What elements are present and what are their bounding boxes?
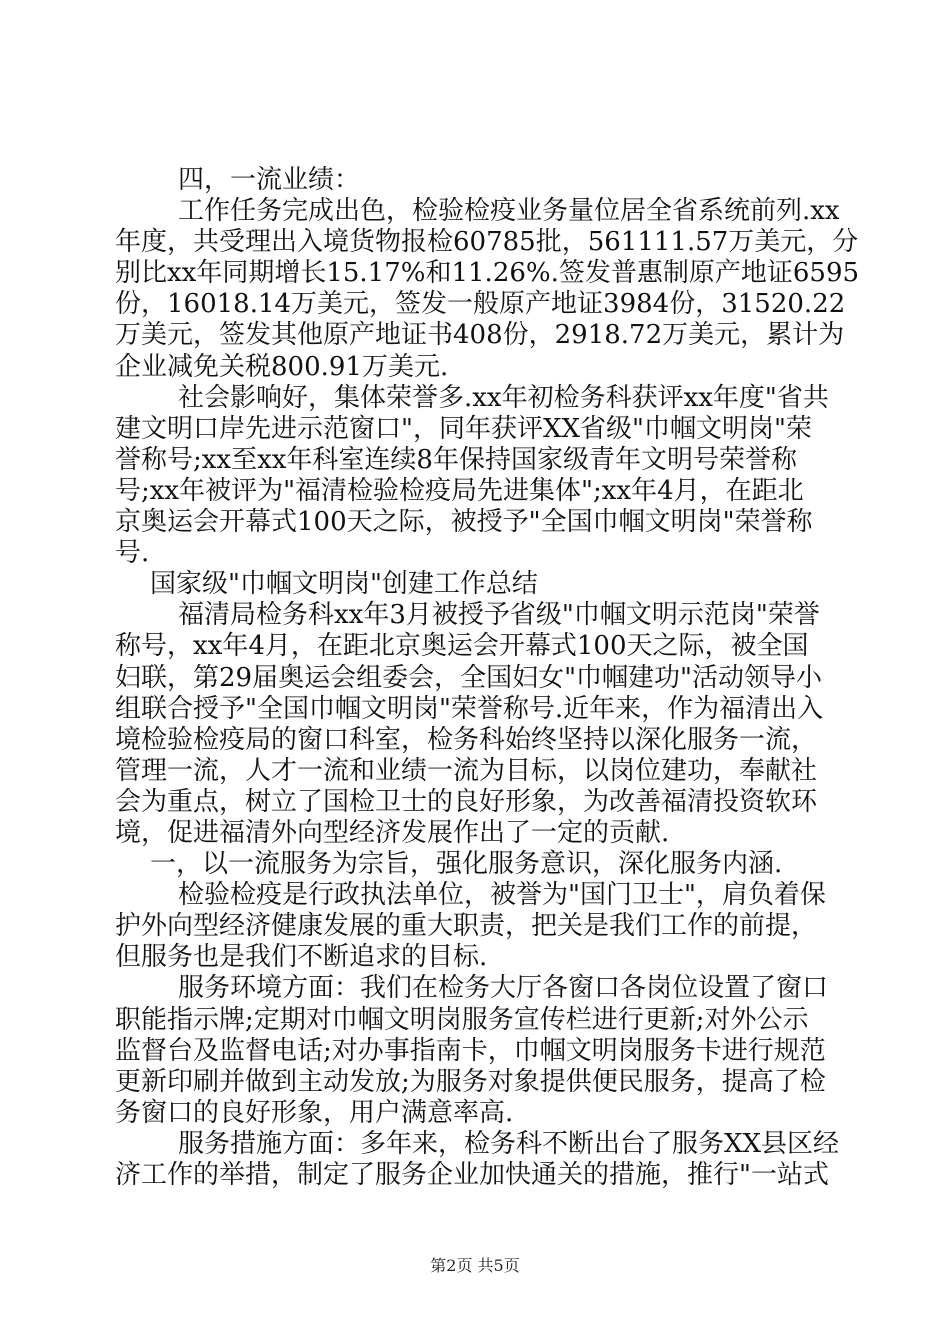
text-line: 境，促进福清外向型经济发展作出了一定的贡献. [115, 818, 670, 848]
text-line: 服务环境方面：我们在检务大厅各窗口各岗位设置了窗口 [178, 973, 829, 1003]
text-line: 企业减免关税800.91万美元. [115, 352, 449, 382]
text-line: 国家级"巾帼文明岗"创建工作总结 [150, 569, 538, 599]
text-line: 年度，共受理出入境货物报检60785批，561111.57万美元，分 [115, 227, 859, 257]
text-line: 万美元，签发其他原产地证书408份，2918.72万美元，累计为 [115, 320, 845, 350]
text-line: 四，一流业绩： [178, 165, 361, 195]
text-line: 管理一流，人才一流和业绩一流为目标，以岗位建功，奉献社 [115, 756, 818, 786]
text-line: 妇联，第29届奥运会组委会，全国妇女"巾帼建功"活动领导小 [115, 663, 823, 693]
text-line: 份，16018.14万美元，签发一般原产地证3984份，31520.22 [115, 289, 846, 319]
text-line: 建文明口岸先进示范窗口"，同年获评XX省级"巾帼文明岗"荣 [115, 414, 812, 444]
text-line: 济工作的举措，制定了服务企业加快通关的措施，推行"一站式 [115, 1160, 829, 1190]
page-footer: 第2页 共5页 [430, 1256, 520, 1275]
text-line: 但服务也是我们不断追求的目标. [115, 942, 488, 972]
text-line: 号. [115, 538, 150, 568]
text-line: 社会影响好，集体荣誉多.xx年初检务科获评xx年度"省共 [178, 383, 829, 413]
text-line: 更新印刷并做到主动发放;为服务对象提供便民服务，提高了检 [115, 1067, 826, 1097]
text-line: 京奥运会开幕式100天之际，被授予"全国巾帼文明岗"荣誉称 [115, 507, 813, 537]
text-line: 誉称号;xx至xx年科室连续8年保持国家级青年文明号荣誉称 [115, 445, 797, 475]
text-line: 组联合授予"全国巾帼文明岗"荣誉称号.近年来，作为福清出入 [115, 694, 824, 724]
text-line: 别比xx年同期增长15.17%和11.26%.签发普惠制原产地证6595 [115, 258, 860, 288]
text-line: 一，以一流服务为宗旨，强化服务意识，深化服务内涵. [150, 849, 783, 879]
text-line: 职能指示牌;定期对巾帼文明岗服务宣传栏进行更新;对外公示 [115, 1005, 809, 1035]
text-line: 号;xx年被评为"福清检验检疫局先进集体";xx年4月，在距北 [115, 476, 804, 506]
text-line: 会为重点，树立了国检卫士的良好形象，为改善福清投资软环 [115, 787, 818, 817]
text-line: 护外向型经济健康发展的重大职责，把关是我们工作的前提， [115, 911, 818, 941]
text-line: 务窗口的良好形象，用户满意率高. [115, 1098, 514, 1128]
text-line: 工作任务完成出色，检验检疫业务量位居全省系统前列.xx [178, 196, 840, 226]
text-line: 境检验检疫局的窗口科室，检务科始终坚持以深化服务一流， [115, 725, 818, 755]
text-line: 服务措施方面：多年来，检务科不断出台了服务XX县区经 [178, 1129, 840, 1159]
text-line: 监督台及监督电话;对办事指南卡，巾帼文明岗服务卡进行规范 [115, 1036, 826, 1066]
text-line: 称号，xx年4月，在距北京奥运会开幕式100天之际，被全国 [115, 631, 809, 661]
text-line: 福清局检务科xx年3月被授予省级"巾帼文明示范岗"荣誉 [178, 600, 820, 630]
text-line: 检验检疫是行政执法单位，被誉为"国门卫士"，肩负着保 [178, 880, 826, 910]
